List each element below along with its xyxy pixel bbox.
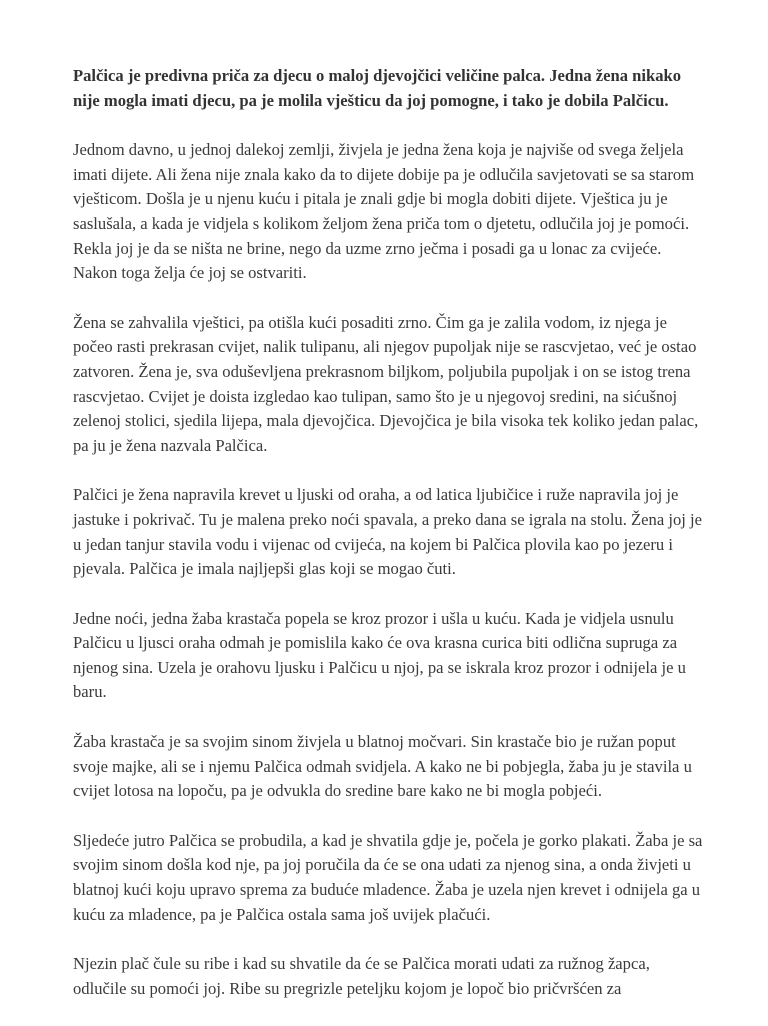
lead-paragraph: Palčica je predivna priča za djecu o maloj djevojčici veličine palca. Jedna žena nikako nije mogla imati djecu, pa je molila vješticu da joj pomogne, i tako je dobila Palčicu. (73, 66, 682, 110)
body-paragraph: Palčici je žena napravila krevet u ljuski od oraha, a od latica ljubičice i ruže napravila joj je jastuke i pokrivač. Tu je malena preko noći spavala, a preko dana se igrala na stolu. Žena joj je u jedan tanjur stavila vodu i vijenac od cvijeća, na kojem bi Palčica plovila kao po jezeru i pjevala. Palčica je imala najljepši glas koji se mogao čuti. (73, 485, 702, 579)
body-paragraph: Žena se zahvalila vještici, pa otišla kući posaditi zrno. Čim ga je zalila vodom, iz njega je počeo rasti prekrasan cvijet, nalik tulipanu, ali njegov pupoljak nije se rascvjetao, već je ostao zatvoren. Žena je, sva oduševljena prekrasnom biljkom, poljubila pupoljak i on se istog trena rascvjetao. Cvijet je doista izgledao kao tulipan, samo što je u njegovoj sredini, na sićušnoj zelenoj stolici, sjedila lijepa, mala djevojčica. Djevojčica je bila visoka tek koliko jedan palac, pa ju je žena nazvala Palčica. (73, 312, 699, 455)
body-paragraph: Žaba krastača je sa svojim sinom živjela u blatnoj močvari. Sin krastače bio je ružan poput svoje majke, ali se i njemu Palčica odmah svidjela. A kako ne bi pobjegla, žaba ju je stavila u cvijet lotosa na lopoču, pa je odvukla do sredine bare kako ne bi mogla pobjeći. (73, 732, 692, 801)
body-paragraph: Sljedeće jutro Palčica se probudila, a kad je shvatila gdje je, počela je gorko plakati. Žaba je sa svojim sinom došla kod nje, pa joj poručila da će se ona udati za njenog sina, a onda živjeti u blatnoj kući koju upravo sprema za buduće mladence. Žaba je uzela njen krevet i odnijela ga u kuću za mladence, pa je Palčica ostala sama još uvijek plačući. (73, 830, 703, 924)
document-page (73, 64, 703, 1026)
body-paragraph: Jedne noći, jedna žaba krastača popela se kroz prozor i ušla u kuću. Kada je vidjela usnulu Palčicu u ljusci oraha odmah je pomislila kako će ova krasna curica biti odlična supruga za njenog sina. Uzela je orahovu ljusku i Palčicu u njoj, pa se iskrala kroz prozor i odnijela je u baru. (73, 608, 686, 702)
body-paragraph: Jednom davno, u jednoj dalekoj zemlji, živjela je jedna žena koja je najviše od svega željela imati dijete. Ali žena nije znala kako da to dijete dobije pa je odlučila savjetovati se sa starom vješticom. Došla je u njenu kuću i pitala je znali gdje bi mogla dobiti dijete. Vještica ju je saslušala, a kada je vidjela s kolikom željom žena priča tom o djetetu, odlučila joj je pomoći. Rekla joj je da se ništa ne brine, nego da uzme zrno ječma i posadi ga u lonac za cvijeće. Nakon toga želja će joj se ostvariti. (73, 140, 695, 283)
body-paragraph: Njezin plač čule su ribe i kad su shvatile da će se Palčica morati udati za ružnog žapca, odlučile su pomoći joj. Ribe su pregrizle peteljku kojom je lopoč bio pričvršćen za (73, 954, 650, 998)
